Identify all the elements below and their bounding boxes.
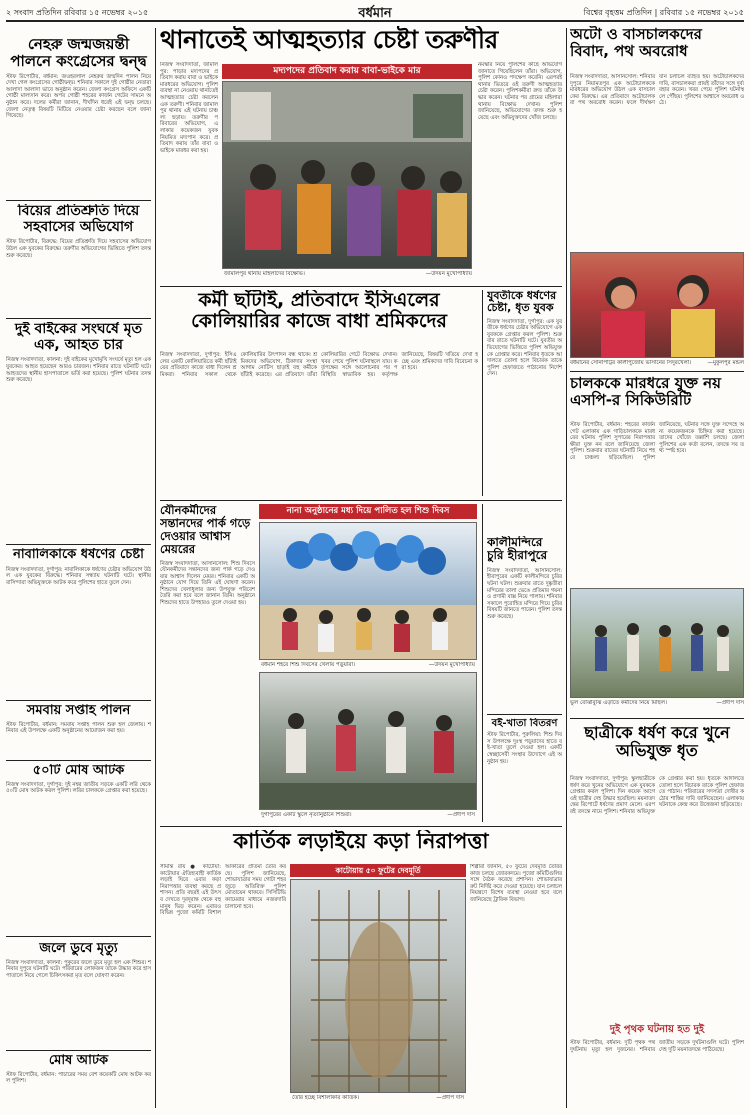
left-story-2 [6,204,151,316]
dance-photo-icon [260,673,477,810]
header-left: ২ সংবাদ প্রতিদিন রবিবার ১৫ নভেম্বর ২০১৫ [6,8,149,17]
left-story-3 [6,322,151,542]
article-body: নিজস্ব সংবাদদাতা, দুর্গাপুর: ইসিএলের একটি কোলিয়ারিতে কর্মী ছাঁটাইয়ের প্রতিবাদে কাজে বাধা দিলেন শ্রমিকরা। শনিবার সকাল থেকে কোলিয়ারির উৎপাদন বন্ধ থাকে। শ্রমিকদের অভিযোগ, ঠিকাদার সংস্থা আগাম নোটিস ছাড়াই বহু কর্মীকে ছাঁটাই করেছে। এর প্রতিবাদে তাঁরা কোলিয়ারির গেটে বিক্ষোভ দেখান। খবর পেয়ে পুলিশ ঘটনাস্থলে যায়। কর্তৃপক্ষের সঙ্গে আলোচনার পর পরিস্থিতি স্বাভাবিক হয়। কর্তৃপক্ষ জানিয়েছে, বিষয়টি খতিয়ে দেখা হচ্ছে এবং শ্রমিকদের দাবি বিবেচনা করা হবে। [160,352,478,378]
book-distribution-story [487,718,562,822]
headline: দুই বাইকের সংঘর্ষে মৃত এক, আহত চার [14,322,143,353]
article-body: স্টাফ রিপোর্টার, বর্ধমান: সমবায় সপ্তাহ পালন শুরু হল জেলায়। শনিবার এই উপলক্ষে একটি অনুষ্ঠানের আয়োজন করা হয়। [6,721,151,735]
childrens-day-photo-2 [259,672,477,810]
bamboo-structure-icon [291,880,466,1093]
photo-caption: জামালপুর থানায় মহিলাদের বিক্ষোভ। [224,271,305,277]
article-body: নিজস্ব সংবাদদাতা, দুর্গাপুর: এক যুবতীকে ধর্ষণের চেষ্টার অভিযোগে এক যুবককে গ্রেপ্তার করল পুলিশ। শুক্রবার রাতে ঘটনাটি ঘটে। যুবতীর অভিযোগের ভিত্তিতে পুলিশ অভিযুক্তকে গ্রেপ্তার করে। শনিবার ধৃতকে আদালতে তোলা হলে বিচারক তাকে পুলিশ হেফাজতে পাঠানোর নির্দেশ দেন। [487,318,562,378]
kartik-headline: কার্তিক লড়াইয়ে কড়া নিরাপত্তা [233,830,489,853]
headline: কালীমন্দিরে চুরি হীরাপুরে [487,536,548,563]
article-body: নিজস্ব সংবাদদাতা, আসানসোল: হীরাপুরের একটি কালীমন্দিরে চুরির ঘটনা ঘটল। শুক্রবার রাতে দুষ্কৃতীরা মন্দিরের তালা ভেঙে প্রতিমার গয়না ও প্রণামী বাক্স নিয়ে পালায়। শনিবার সকালে পুরোহিত মন্দিরে গিয়ে চুরির বিষয়টি জানতে পারেন। পুলিশ তদন্ত শুরু করেছে। [487,567,562,621]
student-headline: ছাত্রীকে ধর্ষণ করে খুনে অভিযুক্ত ধৃত [584,723,730,760]
childrens-day [259,504,477,822]
childrens-day-banner: নানা অনুষ্ঠানের মধ্য দিয়ে পালিত হল শিশু দিবস [259,504,477,519]
balloons-photo-icon [260,523,477,660]
right-column [570,26,744,1110]
left-story-5 [6,704,151,758]
lead-photo [222,81,472,269]
childrens-day-photo-1 [259,522,477,660]
article-body: নিজস্ব সংবাদদাতা, আসানসোল: শনিবার দুপুরে নিয়ামতপুর এক অটোচালককে মারধরের অভিযোগ উঠল এক বাসচালকের বিরুদ্ধে। এর প্রতিবাদে অটোচালকরা পথ অবরোধ করেন। ফলে দীর্ঘক্ষণ যান চলাচল ব্যাহত হয়। অটোচালকদের দাবি, বাসচালকরা প্রায়ই তাঁদের সঙ্গে দুর্ব্যবহার করেন। খবর পেয়ে পুলিশ ঘটনাস্থলে পৌঁছয়। পুলিশের আশ্বাসে অবরোধ ওঠে। [570,74,744,107]
headline: বই-খাতা বিতরণ [491,718,558,729]
photo-caption: বর্ধমান শহরে শিশু দিবসের খেলায় পড়ুয়ারা। [261,662,356,668]
article-body: নিজস্ব সংবাদদাতা, জামালপুর: পাড়ার মদ্যপদের প্রতিবাদ করায় বাবা ও ভাইকে মারধরের অভিযোগ। পুলিশ ব্যবস্থা না নেওয়ায় থানাতেই আত্মহত্যার চেষ্টা করলেন এক তরুণী। শনিবার জামালপুর থানায় এই ঘটনায় চাঞ্চল্য ছড়ায়। তরুণীর পরিবারের অভিযোগ, এলাকার কয়েকজন যুবক নিয়মিত মদ্যপান করে। প্রতিবাদ করায় তাঁর বাবা ও ভাইকে মারধর করা হয়। [160,62,218,154]
photo-caption: দুর্গাপুরের একটি স্কুলে নৃত্যানুষ্ঠানে শিশুরা। [261,812,352,818]
article-body: স্টাফ রিপোর্টার, বর্ধমান: জওহরলাল নেহরুর জন্মদিন পালন নিয়ে দেখা গেল কংগ্রেসের গোষ্ঠীদ্বন্দ্ব। শনিবার সকালে দুই গোষ্ঠীর নেতারা আলাদা আলাদা ভাবে অনুষ্ঠান করেন। জেলা কংগ্রেস অফিসে একটি গোষ্ঠী মাল্যদান করে। অপর গোষ্ঠী শহরের কার্জন গেটের সামনে অনুষ্ঠান করে। দলের কর্মীরা জানান, দীর্ঘদিন ধরেই এই দ্বন্দ্ব চলছে। জেলা নেতৃত্ব বিষয়টি মিটিয়ে নেওয়ার চেষ্টা করছেন বলে জানা গিয়েছে। [6,73,151,120]
colliery-story [160,290,478,496]
article-body: স্টাফ রিপোর্টার, বিরুদ্ধে: বিয়ের প্রতিশ্রুতি দিয়ে সহবাসের অভিযোগ উঠল এক যুবকের বিরুদ্ধে। তরুণীর অভিযোগের ভিত্তিতে পুলিশ তদন্ত শুরু করেছে। [6,239,151,259]
article-body: নমস্কার নিয়ে পুলিশের কাছে অভিযোগ জানাতে গিয়েছিলেন তাঁরা। অভিযোগ, পুলিশ কোনও পদক্ষেপ করেনি। এরপরই থানার ভিতরে ওই তরুণী আত্মহত্যার চেষ্টা করেন। পুলিশকর্মীরা দ্রুত তাঁকে উদ্ধার করেন। ঘটনার পর গ্রামের মহিলারা থানায় বিক্ষোভ দেখান। পুলিশ জানিয়েছে, অভিযোগের তদন্ত শুরু হয়েছে এবং অভিযুক্তদের খোঁজ চলছে। [478,62,562,121]
festival-photo-icon [571,253,744,358]
article-body: নিজস্ব সংবাদদাতা, দুর্গাপুর: দুই নম্বর জাতীয় সড়কে একটি লরি থেকে ৫০টি মোষ আটক করল পুলিশ। লরির চালককে গ্রেপ্তার করা হয়েছে। [6,781,151,795]
left-column [6,28,151,1108]
left-story-8 [6,1054,151,1108]
headline: মোষ আটক [48,1054,109,1068]
left-story-7 [6,942,151,1048]
headline: নেহরু জন্মজয়ন্তী পালনে কংগ্রেসের দ্বন্দ্ব [10,35,147,70]
article-body: স্টাফ রিপোর্টার, পুরুলিয়া: শিশু দিবস উপলক্ষে দুঃস্থ পড়ুয়াদের হাতে বই-খাতা তুলে দেওয়া হল। একটি স্বেচ্ছাসেবী সংস্থার উদ্যোগে এই অনুষ্ঠান হয়। [487,732,562,765]
article-body: নিজস্ব সংবাদদাতা, দুর্গাপুর: স্কুলছাত্রীকে ধর্ষণ করে খুনের অভিযোগে এক যুবককে গ্রেপ্তার করল পুলিশ। দিন কয়েক আগে ওই ছাত্রীর দেহ উদ্ধার হয়েছিল। ময়নাতদন্তের রিপোর্টে ধর্ষণের প্রমাণ মেলে। এরপরই তদন্তে নামে পুলিশ। শনিবার অভিযুক্তকে গ্রেপ্তার করা হয়। ধৃতকে আদালতে তোলা হলে বিচারক তাকে পুলিশ হেফাজতে পাঠান। পরিবারের সদস্যরা দোষীর কঠোর শাস্তির দাবি জানিয়েছেন। এলাকায় ঘটনাকে কেন্দ্র করে উত্তেজনা ছড়িয়েছে। [570,776,744,815]
sindur-khela-photo [570,252,744,358]
photo-caption: তৈরি হচ্ছে বিশালাকার কার্তিক। [292,1095,360,1101]
driver-headline: চালককে মারধরে যুক্ত নয় এসপি-র সিকিউরিটি [570,374,721,409]
kartik-photo [290,879,466,1093]
article-body: স্টাফ রিপোর্টার, বর্ধমান: পাচারের সময় বেশ কয়েকটি মোষ আটক করল পুলিশ। [6,1071,151,1085]
photo-caption: বর্ধমানের সোনাপট্টির কালীপুজোয় ভাসানের সিঁদুরখেলা। [570,360,692,366]
page-section-title: বর্ধমান [358,6,392,21]
lead-story [160,26,562,282]
photo-credit: —প্রদীপ দাস [716,700,744,706]
kali-temple-story [487,536,562,712]
headline: যৌনকর্মীদের সন্তানদের পার্ক গড়ে দেওয়ার আশ্বাস মেয়রের [160,504,251,556]
crowd-photo-icon [223,82,472,269]
photo-credit: —উদয়ন মুখোপাধ্যায় [428,662,475,668]
article-body: নিজস্ব সংবাদদাতা, কালনা: দুই বাইকের মুখোমুখি সংঘর্ষে মৃত্যু হল এক যুবকের। আহত হয়েছেন আরও চারজন। শনিবার রাতে ঘটনাটি ঘটে। আহতদের স্থানীয় হাসপাতালে ভর্তি করা হয়েছে। পুলিশ ঘটনার তদন্ত শুরু করেছে। [6,357,151,384]
headline: সমবায় সপ্তাহ পালন [26,704,131,718]
left-story-6 [6,764,151,934]
lead-subhead: মদ্যপদের প্রতিবাদ করায় বাবা-ভাইকে মার [222,64,472,79]
photo-credit: —মুকুলপুর মন্ডল [707,360,744,366]
photo-caption: ভুল বোঝাবুঝি এড়াতে কর্মীদের নিয়ে মিছিল। [570,700,667,706]
photo-credit: —উদয়ন মুখোপাধ্যায় [425,271,472,277]
article-body: নিজস্ব সংবাদদাতা, আসানসোল: শিশু দিবসে যৌনকর্মীদের সন্তানদের জন্য পার্ক গড়ে দেওয়ার আশ্বাস দিলেন মেয়র। শনিবার একটি অনুষ্ঠানে যোগ দিয়ে তিনি এই ঘোষণা করেন। শিশুদের খেলাধুলার জন্য উপযুক্ত পরিবেশ তৈরি করা হবে বলে জানান তিনি। অনুষ্ঠানে শিশুদের হাতে উপহারও তুলে দেওয়া হয়। [160,560,255,607]
headline: জলে ডুবে মৃত্যু [39,942,118,956]
sex-workers-story [160,504,255,822]
accident-headline: দুই পৃথক ঘটনায় হত দুই [609,1024,705,1035]
auto-bus-headline: অটো ও বাসচালকদের বিবাদ, পথ অবরোধ [570,26,702,60]
article-body: সীমান্ত রায় ● কাটোয়া: কাটোয়ার ঐতিহ্যবাহী কার্তিক লড়াই ঘিরে এবার কড়া নিরাপত্তার ব্যবস্থা করছে প্রশাসন। প্রতি বছরই এই উৎসব দেখতে দূরদূরান্ত থেকে বহু মানুষ ভিড় করেন। এবারও বিভিন্ন পুজো কমিটি বিশাল আকারের প্রতিমা তৈরি করছে। পুলিশ জানিয়েছে, শোভাযাত্রার সময় গোটা শহর জুড়ে অতিরিক্ত পুলিশ মোতায়েন থাকবে। সিসিটিভি ক্যামেরার মাধ্যমে নজরদারি চালানো হবে। [160,864,286,917]
article-body: নিজস্ব সংবাদদাতা, দুর্গাপুর: নাবালিকাকে ধর্ষণের চেষ্টার অভিযোগ উঠল এক যুবকের বিরুদ্ধে। শনিবার সন্ধ্যায় ঘটনাটি ঘটে। স্থানীয় বাসিন্দারা অভিযুক্তকে আটক করে পুলিশের হাতে তুলে দেন। [6,566,151,586]
left-story-1 [6,28,151,198]
article-body: স্টাফ রিপোর্টার, বর্ধমান: শহরের কার্জন গেট এলাকায় এক গাড়িচালককে মারধরের ঘটনায় পুলিশ সুপারের নিরাপত্তারক্ষীরা যুক্ত নন বলে জানিয়েছে জেলা পুলিশ। শুক্রবার রাতের ঘটনাটি নিয়ে শহরে চাঞ্চল্য ছড়িয়েছিল। পুলিশ জানিয়েছে, ঘটনার সঙ্গে যুক্ত সন্দেহে অন্য কয়েকজনকে চিহ্নিত করা হয়েছে। তাদের খোঁজে তল্লাশি চলছে। জেলা পুলিশের এক কর্তা বলেন, তদন্তে সব তথ্য স্পষ্ট হবে। [570,422,744,461]
marching-people-icon [571,589,744,698]
left-story-4 [6,548,151,698]
procession-photo [570,588,744,698]
kartik-label: কাটোয়ায় ৫০ ফুটের দেবমূর্তি [290,864,466,877]
headline: নাবালিকাকে ধর্ষণের চেষ্টা [13,548,144,562]
article-body: স্টাফ রিপোর্টার, বর্ধমান: দুটি পৃথক পথ দুর্ঘটনায় মৃত্যু হল দুজনের। শনিবার জাতীয় সড়কে দুর্ঘটনাগুলি ঘটে। পুলিশ দেহ দুটি ময়নাতদন্তে পাঠিয়েছে। [570,1040,744,1053]
headline: যুবতীকে ধর্ষণের চেষ্টা, ধৃত যুবক [487,290,557,315]
page-header [6,4,744,22]
photo-credit: —প্রদীপ দাস [436,1095,464,1101]
colliery-headline: কর্মী ছাঁটাই, প্রতিবাদে ইসিএলের কোলিয়ারির কাজে বাধা শ্রমিকদের [191,290,447,333]
article-body: শিল্পীরা জানান, ৫০ ফুটের দেবমূর্তি তৈরির কাজ চলছে জোরকদমে। পুজো কমিটিগুলির সঙ্গে বৈঠক করেছে প্রশাসন। শোভাযাত্রার রুট নির্দিষ্ট করে দেওয়া হয়েছে। যান চলাচল নিয়ন্ত্রণে বিশেষ ব্যবস্থা নেওয়া হবে বলে জানিয়েছে ট্রাফিক বিভাগ। [470,864,562,903]
kartik-story [160,830,562,1108]
header-right: বিশ্বের বৃহত্তম প্রতিদিন | রবিবার ১৫ নভেম্বর ২০১৫ [583,8,744,17]
lead-headline: থানাতেই আত্মহত্যার চেষ্টা তরুণীর [160,26,498,54]
newspaper-page [6,4,744,1110]
headline: ৫০টি মোষ আটক [32,764,125,778]
youth-story [487,290,562,496]
article-body: নিজস্ব সংবাদদাতা, কালনা: পুকুরের জলে ডুবে মৃত্যু হল এক শিশুর। শনিবার দুপুরে ঘটনাটি ঘটে। পরিবারের লোকজন তাকে উদ্ধার করে হাসপাতালে নিয়ে গেলে চিকিৎসকরা মৃত বলে ঘোষণা করেন। [6,959,151,979]
headline: বিয়ের প্রতিশ্রুতি দিয়ে সহবাসের অভিযোগ [17,204,140,235]
photo-credit: —প্রদীপ দাস [447,812,475,818]
